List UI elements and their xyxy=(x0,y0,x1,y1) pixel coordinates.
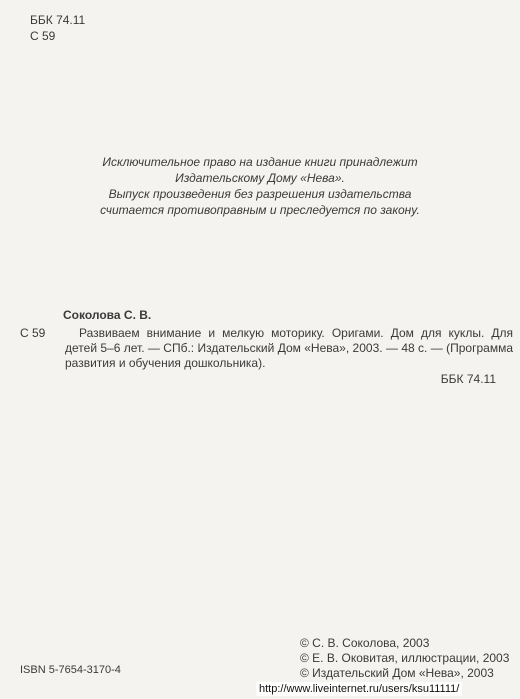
bbk-index: ББК 74.11 xyxy=(30,13,86,27)
copyright-line: © Е. В. Оковитая, иллюстрации, 2003 xyxy=(300,651,510,665)
rights-notice xyxy=(60,154,460,218)
catalog-description: Развиваем внимание и мелкую моторику. Оригами. Дом для куклы. Для детей 5–6 лет. — СПб.: Издательский Дом «Нева», 2003. — 48 с. — (Программа развития и обучения дошкольника). xyxy=(65,326,513,370)
watermark-url: http://www.liveinternet.ru/users/ksu11111/ xyxy=(256,682,462,696)
rights-line-3: Выпуск произведения без разрешения издательства xyxy=(108,187,412,201)
author-mark: С 59 xyxy=(30,29,56,43)
rights-line-2: Издательскому Дому «Нева». xyxy=(175,171,345,185)
rights-line-1: Исключительное право на издание книги принадлежит xyxy=(102,155,418,169)
isbn: ISBN 5-7654-3170-4 xyxy=(20,664,121,676)
catalog-bbk: ББК 74.11 xyxy=(440,372,496,386)
rights-line-4: считается противоправным и преследуется по закону. xyxy=(100,203,420,217)
copyright-line: © С. В. Соколова, 2003 xyxy=(300,636,430,650)
copyright-line: © Издательский Дом «Нева», 2003 xyxy=(300,666,494,680)
catalog-code: С 59 xyxy=(20,326,46,340)
classification-block xyxy=(30,12,85,44)
catalog-author: Соколова С. В. xyxy=(63,308,152,322)
copyright-block xyxy=(300,636,509,681)
